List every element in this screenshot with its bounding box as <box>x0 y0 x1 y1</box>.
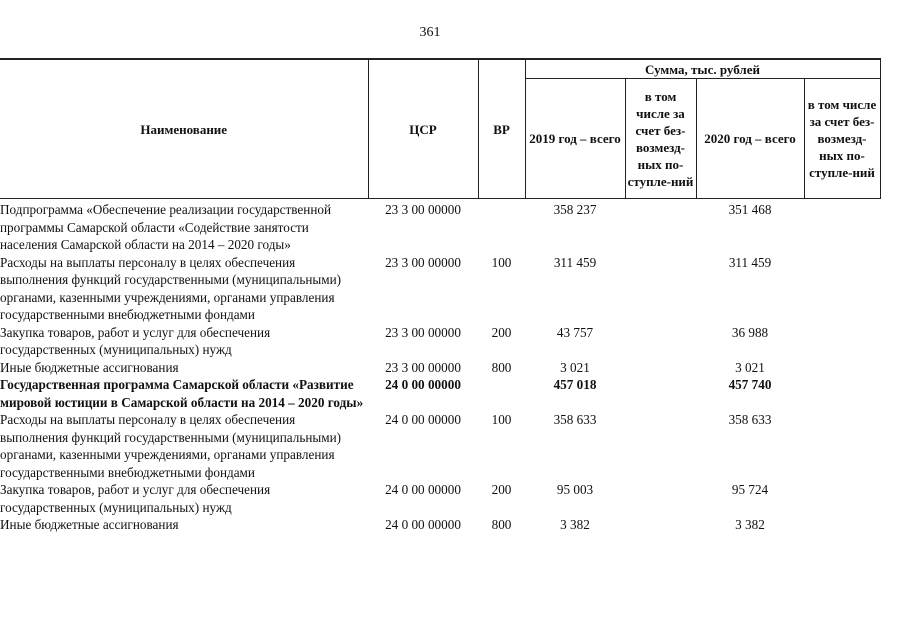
cell-2019-total: 43 757 <box>556 324 594 340</box>
cell-name: Расходы на выплаты персоналу в целях обеспечения выполнения функций государственными (муниципальными) органами, казенными учреждениями, органами управления государственными внебюджетными фондами <box>0 254 342 322</box>
cell-csr: 23 3 00 00000 <box>385 324 461 340</box>
cell-2020-gratuitous <box>804 516 880 534</box>
cell-2019-gratuitous <box>625 481 696 516</box>
cell-2020-total: 358 633 <box>728 412 772 427</box>
table-row <box>0 324 880 359</box>
cell-2019-total: 95 003 <box>556 482 594 497</box>
table-row <box>0 359 880 377</box>
table-body <box>0 199 880 534</box>
cell-2020-gratuitous <box>804 411 880 481</box>
cell-2020-total: 457 740 <box>728 377 772 392</box>
cell-name: Иные бюджетные ассигнования <box>0 359 179 375</box>
cell-csr: 24 0 00 00000 <box>385 412 461 427</box>
table-row <box>0 376 880 411</box>
cell-2020-gratuitous <box>804 254 880 324</box>
cell-2019-total: 358 633 <box>553 412 597 427</box>
cell-name: Государственная программа Самарской области «Развитие мировой юстиции в Самарской области на 2014 – 2020 годы» <box>0 377 364 410</box>
cell-csr: 23 3 00 00000 <box>385 254 461 270</box>
cell-2020-total: 3 382 <box>735 517 765 532</box>
cell-2020-total: 3 021 <box>735 359 765 375</box>
table-row <box>0 411 880 481</box>
column-header-vr: ВР <box>478 59 525 199</box>
cell-2019-gratuitous <box>625 359 696 377</box>
column-header-csr: ЦСР <box>368 59 478 199</box>
cell-2020-total: 351 468 <box>728 202 772 217</box>
cell-vr: 100 <box>491 254 512 270</box>
cell-2019-gratuitous <box>625 199 696 254</box>
column-header-2019-gratuitous: в том числе за счет без-возмезд-ных по-ступле-ний <box>625 79 696 199</box>
cell-name: Расходы на выплаты персоналу в целях обеспечения выполнения функций государственными (муниципальными) органами, казенными учреждениями, органами управления государственными внебюджетными фондами <box>0 412 342 480</box>
cell-2020-gratuitous <box>804 376 880 411</box>
cell-2020-gratuitous <box>804 324 880 359</box>
column-header-name: Наименование <box>0 59 368 199</box>
table-row <box>0 516 880 534</box>
cell-2019-gratuitous <box>625 516 696 534</box>
cell-2020-gratuitous <box>804 481 880 516</box>
table-row <box>0 254 880 324</box>
table-header <box>0 59 880 199</box>
cell-csr: 24 0 00 00000 <box>385 517 461 532</box>
page-number: 361 <box>419 25 441 40</box>
cell-csr: 23 3 00 00000 <box>385 359 461 375</box>
cell-csr: 23 3 00 00000 <box>385 202 461 217</box>
cell-2019-total: 3 021 <box>560 359 590 375</box>
cell-2020-total: 311 459 <box>728 254 772 270</box>
cell-name: Иные бюджетные ассигнования <box>0 517 179 532</box>
cell-csr: 24 0 00 00000 <box>385 482 461 497</box>
cell-vr <box>478 199 525 254</box>
cell-name: Закупка товаров, работ и услуг для обеспечения государственных (муниципальных) нужд <box>0 482 271 515</box>
cell-name: Подпрограмма «Обеспечение реализации государственной программы Самарской области «Содействие занятости населения Самарской области на 2014 – 2020 годы» <box>0 202 332 252</box>
budget-table <box>0 58 881 534</box>
cell-name: Закупка товаров, работ и услуг для обеспечения государственных (муниципальных) нужд <box>0 324 271 357</box>
cell-vr <box>478 376 525 411</box>
cell-vr: 200 <box>491 482 512 497</box>
cell-2020-total: 95 724 <box>731 482 769 497</box>
cell-2019-gratuitous <box>625 324 696 359</box>
cell-2019-gratuitous <box>625 376 696 411</box>
cell-vr: 100 <box>491 412 512 427</box>
column-header-2020-gratuitous: в том числе за счет без-возмезд-ных по-ступле-ний <box>804 79 880 199</box>
table-row <box>0 481 880 516</box>
cell-2020-gratuitous <box>804 199 880 254</box>
cell-vr: 800 <box>491 359 512 375</box>
cell-csr: 24 0 00 00000 <box>385 377 461 392</box>
cell-2019-total: 311 459 <box>553 254 597 270</box>
column-group-sum: Сумма, тыс. рублей <box>525 59 880 79</box>
table-row <box>0 199 880 254</box>
cell-vr: 800 <box>491 517 512 532</box>
cell-2019-total: 3 382 <box>560 517 590 532</box>
cell-2020-gratuitous <box>804 359 880 377</box>
cell-2019-gratuitous <box>625 411 696 481</box>
cell-2019-total: 358 237 <box>553 202 597 217</box>
column-header-2019-total: 2019 год – всего <box>525 79 625 199</box>
cell-2019-total: 457 018 <box>553 377 597 392</box>
cell-2020-total: 36 988 <box>731 324 769 340</box>
column-header-2020-total: 2020 год – всего <box>696 79 804 199</box>
cell-2019-gratuitous <box>625 254 696 324</box>
cell-vr: 200 <box>491 324 512 340</box>
